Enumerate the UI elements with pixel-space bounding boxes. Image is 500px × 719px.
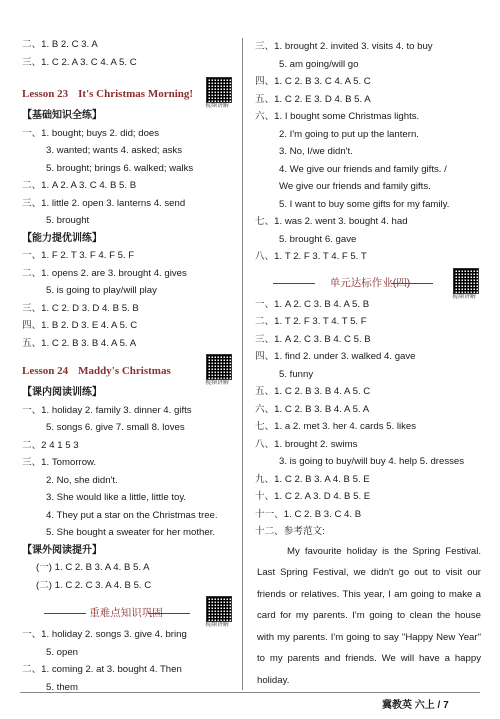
unit-title: 单元达标作业(四) — [329, 276, 411, 289]
qr-label: 视频讲解 — [205, 380, 230, 386]
qr-code-icon[interactable] — [206, 77, 232, 103]
answer-row: We give our friends and family gifts. — [279, 181, 431, 192]
qr-code-icon[interactable] — [206, 596, 232, 622]
answer-row: 三、1. A 2. C 3. B 4. C 5. B — [255, 333, 371, 345]
unit-header — [255, 270, 485, 300]
answer-row: 三、1. C 2. A 3. C 4. A 5. C — [22, 56, 137, 68]
answer-row: 十二、参考范文: — [255, 526, 325, 537]
column-divider — [242, 38, 243, 690]
qr-label: 视频讲解 — [452, 293, 477, 300]
answer-row: 一、1. F 2. T 3. F 4. F 5. F — [22, 250, 135, 261]
qr-code-icon[interactable] — [453, 268, 479, 294]
answer-row: 3. She would like a little, little toy. — [46, 492, 187, 503]
answer-row: 七、1. a 2. met 3. her 4. cards 5. likes — [255, 421, 417, 432]
answer-row: 一、1. bought; buys 2. did; does — [22, 127, 160, 139]
lesson-23-header — [22, 81, 230, 107]
sample-essay: My favourite holiday is the Spring Festival. Last Spring Festival, we didn't go out to visit our friends or relatives. This year, I am going to make a card for my parents. I'm going to clean the house with my parents. I'm going to say "Happy New Year" to my parents and friends. We will have a happy holiday. — [257, 545, 481, 686]
answer-row: (二) 1. C 2. C 3. A 4. B 5. C — [36, 579, 152, 591]
answer-row: 八、1. brought 2. swims — [255, 438, 358, 450]
lesson-24-header — [22, 358, 230, 384]
heading-rule — [44, 613, 86, 614]
answer-row: 5. I want to buy some gifts for my family. — [279, 198, 450, 210]
answer-row: 一、1. holiday 2. songs 3. give 4. bring — [22, 629, 187, 640]
answer-row: 四、1. C 2. B 3. C 4. A 5. C — [255, 76, 371, 87]
lesson-number: Lesson 23 — [22, 88, 69, 100]
answer-row: 5. songs 6. give 7. small 8. loves — [46, 422, 185, 433]
answer-row: 5. them — [46, 681, 78, 693]
answer-row: 5. is going to play/will play — [46, 285, 157, 296]
answer-row: 二、1. A 2. A 3. C 4. B 5. B — [22, 180, 137, 191]
answer-row: 二、1. B 2. C 3. A — [22, 39, 98, 50]
qr-code-icon[interactable] — [206, 354, 232, 380]
section-heading: 【基础知识全练】 — [22, 110, 102, 121]
review-header — [22, 600, 230, 626]
heading-rule — [273, 283, 315, 284]
lesson-title: Maddy's Christmas — [78, 365, 171, 377]
answer-row: 5. brought — [46, 215, 90, 226]
answer-row: 一、1. A 2. C 3. B 4. A 5. B — [255, 298, 370, 310]
section-heading: 【能力提优训练】 — [22, 232, 102, 244]
answer-row: 五、1. C 2. B 3. B 4. A 5. A — [22, 337, 137, 349]
left-column — [22, 0, 230, 696]
answer-row: 5. open — [46, 646, 79, 658]
qr-label: 视频讲解 — [205, 622, 230, 628]
answer-row: 5. brought 6. gave — [279, 233, 357, 245]
answer-row: 2. No, she didn't. — [46, 474, 118, 486]
answer-row: 十一、1. C 2. B 3. C 4. B — [255, 508, 362, 520]
answer-row: 2. I'm going to put up the lantern. — [279, 128, 419, 140]
lesson-number: Lesson 24 — [22, 365, 69, 377]
section-heading: 【课外阅读提升】 — [22, 544, 102, 556]
answer-row: 4. We give our friends and family gifts. / — [279, 163, 447, 175]
right-column — [255, 0, 485, 691]
answer-row: 八、1. T 2. F 3. T 4. F 5. T — [255, 251, 367, 262]
answer-row: 二、1. opens 2. are 3. brought 4. gives — [22, 267, 187, 279]
lesson-title: It's Christmas Morning! — [78, 88, 194, 100]
answer-row: 5. funny — [279, 368, 314, 380]
section-heading: 【课内阅读训练】 — [22, 387, 102, 398]
answer-row: 3. No, I/we didn't. — [279, 146, 353, 157]
page-number: 冀教英 六上 / 7 — [382, 700, 449, 711]
answer-row: 四、1. B 2. D 3. E 4. A 5. C — [22, 320, 138, 331]
answer-row: 5. am going/will go — [279, 58, 359, 70]
page-footer — [0, 692, 500, 719]
answer-row: (一) 1. C 2. B 3. A 4. B 5. A — [36, 562, 150, 573]
qr-label: 视频讲解 — [205, 103, 230, 109]
answer-row: 二、2 4 1 5 3 — [22, 439, 79, 451]
answer-row: 5. She bought a sweater for her mother. — [46, 527, 216, 538]
answer-row: 4. They put a star on the Christmas tree. — [46, 509, 218, 521]
answer-row: 九、1. C 2. B 3. A 4. B 5. E — [255, 473, 370, 485]
review-title: 重难点知识巩固 — [89, 607, 163, 619]
answer-row: 五、1. C 2. B 3. B 4. A 5. C — [255, 386, 371, 397]
answer-row: 二、1. coming 2. at 3. bought 4. Then — [22, 664, 182, 675]
answer-row: 3. is going to buy/will buy 4. help 5. dresses — [279, 456, 465, 467]
answer-row: 三、1. little 2. open 3. lanterns 4. send — [22, 197, 186, 209]
answer-row: 十、1. C 2. A 3. D 4. B 5. E — [255, 491, 371, 502]
answer-row: 三、1. brought 2. invited 3. visits 4. to buy — [255, 41, 433, 52]
answer-row: 六、1. C 2. B 3. B 4. A 5. A — [255, 403, 370, 415]
answer-row: 七、1. was 2. went 3. bought 4. had — [255, 216, 408, 227]
answer-row: 四、1. find 2. under 3. walked 4. gave — [255, 351, 416, 362]
footer-rule — [20, 692, 480, 693]
answer-row: 六、1. I bought some Christmas lights. — [255, 111, 420, 122]
answer-row: 五、1. C 2. E 3. D 4. B 5. A — [255, 93, 371, 105]
answer-row: 一、1. holiday 2. family 3. dinner 4. gifts — [22, 404, 192, 416]
answer-row: 三、1. C 2. D 3. D 4. B 5. B — [22, 302, 139, 314]
heading-rule — [391, 283, 433, 284]
heading-rule — [148, 613, 190, 614]
answer-row: 三、1. Tomorrow. — [22, 457, 97, 468]
answer-row: 5. brought; brings 6. walked; walks — [46, 162, 194, 174]
answer-row: 3. wanted; wants 4. asked; asks — [46, 145, 182, 156]
answer-row: 二、1. T 2. F 3. T 4. T 5. F — [255, 316, 367, 327]
